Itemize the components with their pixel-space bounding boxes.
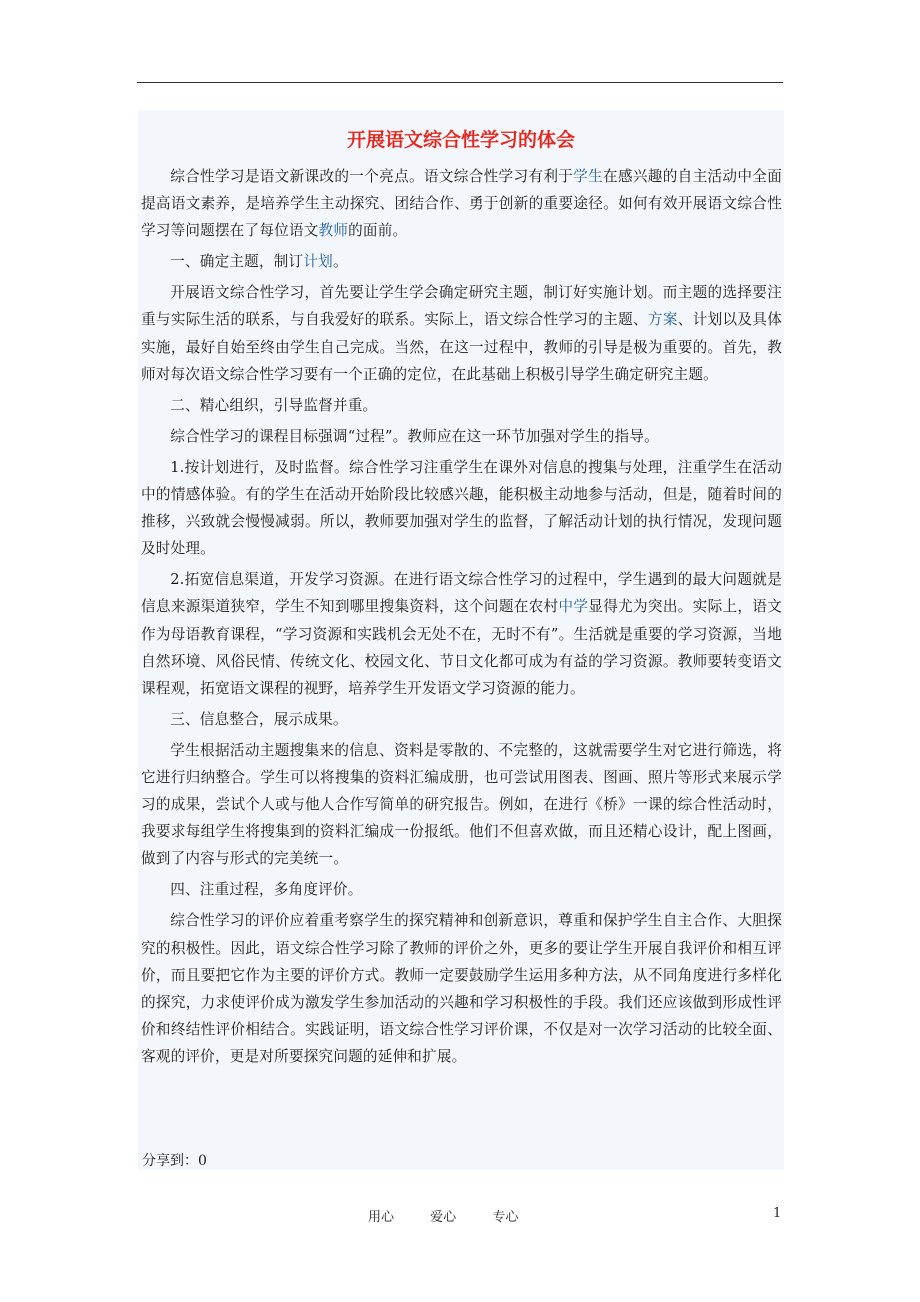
paragraph-text: 学生根据活动主题搜集来的信息、资料是零散的、不完整的，这就需要学生对它进行筛选，将它进行归纳整合。学生可以将搜集的资料汇编成册，也可尝试用图表、图画、照片等形式来展示学习的成果，尝试个人或与他人合作写简单的研究报告。例如，在进行《桥》一课的综合性活动时，我要求每组学生将搜集到的资料汇编成一份报纸。他们不但喜欢做，而且还精心设计，配上图画，做到了内容与形式的完美统一。 <box>141 741 782 868</box>
paragraph-text: 、计划以及具体实施，最好自始至终由学生自己完成。当然，在这一过程中，教师的引导是极为重要的。首先，教师对每次语文综合性学习要有一个正确的定位，在此基础上积极引导学生确定研究主题。 <box>141 311 782 383</box>
paragraph-text: 二、精心组织，引导监督并重。 <box>170 396 378 414</box>
article-paragraph <box>141 392 782 419</box>
paragraph-text: 综合性学习的课程目标强调“过程”。教师应在这一环节加强对学生的指导。 <box>170 427 659 445</box>
paragraph-text: 2.拓宽信息渠道，开发学习资源。在进行语文综合性学习的过程中，学生遇到的最大问题就是信息来源渠道狭窄，学生不知到哪里搜集资料，这个问题在农村 <box>141 571 782 616</box>
paragraph-text: 显得尤为突出。实际上，语文作为母语教育课程，“学习资源和实践机会无处不在，无时不有”。生活就是重要的学习资源，当地自然环境、风俗民情、传统文化、校园文化、节日文化都可成为有益的学习资源。教师要转变语文课程观，拓宽语文课程的视野，培养学生开发语文学习资源的能力。 <box>141 598 783 697</box>
footer-motto <box>368 1206 550 1225</box>
paragraph-text: 1.按计划进行，及时监督。综合性学习注重学生在课外对信息的搜集与处理，注重学生在活动中的情感体验。有的学生在活动开始阶段比较感兴趣，能积极主动地参与活动，但是，随着时间的推移，兴致就会慢慢减弱。所以，教师要加强对学生的监督，了解活动计划的执行情况，发现问题及时处理。 <box>141 458 782 558</box>
article-paragraph <box>141 454 782 562</box>
paragraph-text: 四、注重过程，多角度评价。 <box>170 881 363 899</box>
keyword-link[interactable]: 教师 <box>318 222 349 240</box>
paragraph-text: 一、确定主题，制订 <box>170 253 304 271</box>
article-title: 开展语文综合性学习的体会 <box>346 129 575 151</box>
article-paragraph <box>141 876 782 903</box>
footer-motto-word: 用心 <box>368 1210 395 1225</box>
keyword-link[interactable]: 学生 <box>573 168 604 185</box>
article-paragraph <box>141 423 782 450</box>
article-panel <box>138 110 784 1170</box>
article-paragraph <box>141 566 782 701</box>
paragraph-text: 开展语文综合性学习，首先要让学生学会确定研究主题，制订好实施计划。而主题的选择要注重与实际生活的联系，与自我爱好的联系。实际上，语文综合性学习的主题、 <box>141 284 782 329</box>
article-paragraph <box>141 737 782 872</box>
header-rule <box>137 82 783 83</box>
article-body <box>141 163 782 1074</box>
share-count[interactable]: 分享到：0 <box>142 1153 207 1169</box>
keyword-link[interactable]: 中学 <box>558 598 589 616</box>
paragraph-text: 的面前。 <box>348 222 408 240</box>
keyword-link[interactable]: 方案 <box>647 311 678 329</box>
article-paragraph <box>141 907 782 1070</box>
article-paragraph <box>141 279 782 387</box>
paragraph-text: 综合性学习是语文新课改的一个亮点。语文综合性学习有利于 <box>170 168 574 185</box>
article-paragraph <box>141 706 782 733</box>
keyword-link[interactable]: 计划 <box>303 253 333 271</box>
paragraph-text: 在感兴趣的自主活动中全面提高语文素养，是培养学生主动探究、团结合作、勇于创新的重要途径。如何有效开展语文综合性学习等问题摆在了每位语文 <box>141 168 783 240</box>
paragraph-text: 三、信息整合，展示成果。 <box>170 710 348 728</box>
footer-motto-word: 爱心 <box>430 1210 457 1225</box>
article-paragraph <box>141 163 782 244</box>
page-number: 1 <box>773 1206 782 1221</box>
article-paragraph <box>141 248 782 275</box>
paragraph-text: 综合性学习的评价应着重考察学生的探究精神和创新意识，尊重和保护学生自主合作、大胆探究的积极性。因此，语文综合性学习除了教师的评价之外，更多的要让学生开展自我评价和相互评价，而且要把它作为主要的评价方式。教师一定要鼓励学生运用多种方法，从不同角度进行多样化的探究，力求使评价成为激发学生参加活动的兴趣和学习积极性的手段。我们还应该做到形成性评价和终结性评价相结合。实践证明，语文综合性学习评价课，不仅是对一次学习活动的比较全面、客观的评价，更是对所要探究问题的延伸和扩展。 <box>141 912 782 1065</box>
footer-motto-word: 专心 <box>492 1210 519 1225</box>
paragraph-text: 。 <box>332 253 348 271</box>
